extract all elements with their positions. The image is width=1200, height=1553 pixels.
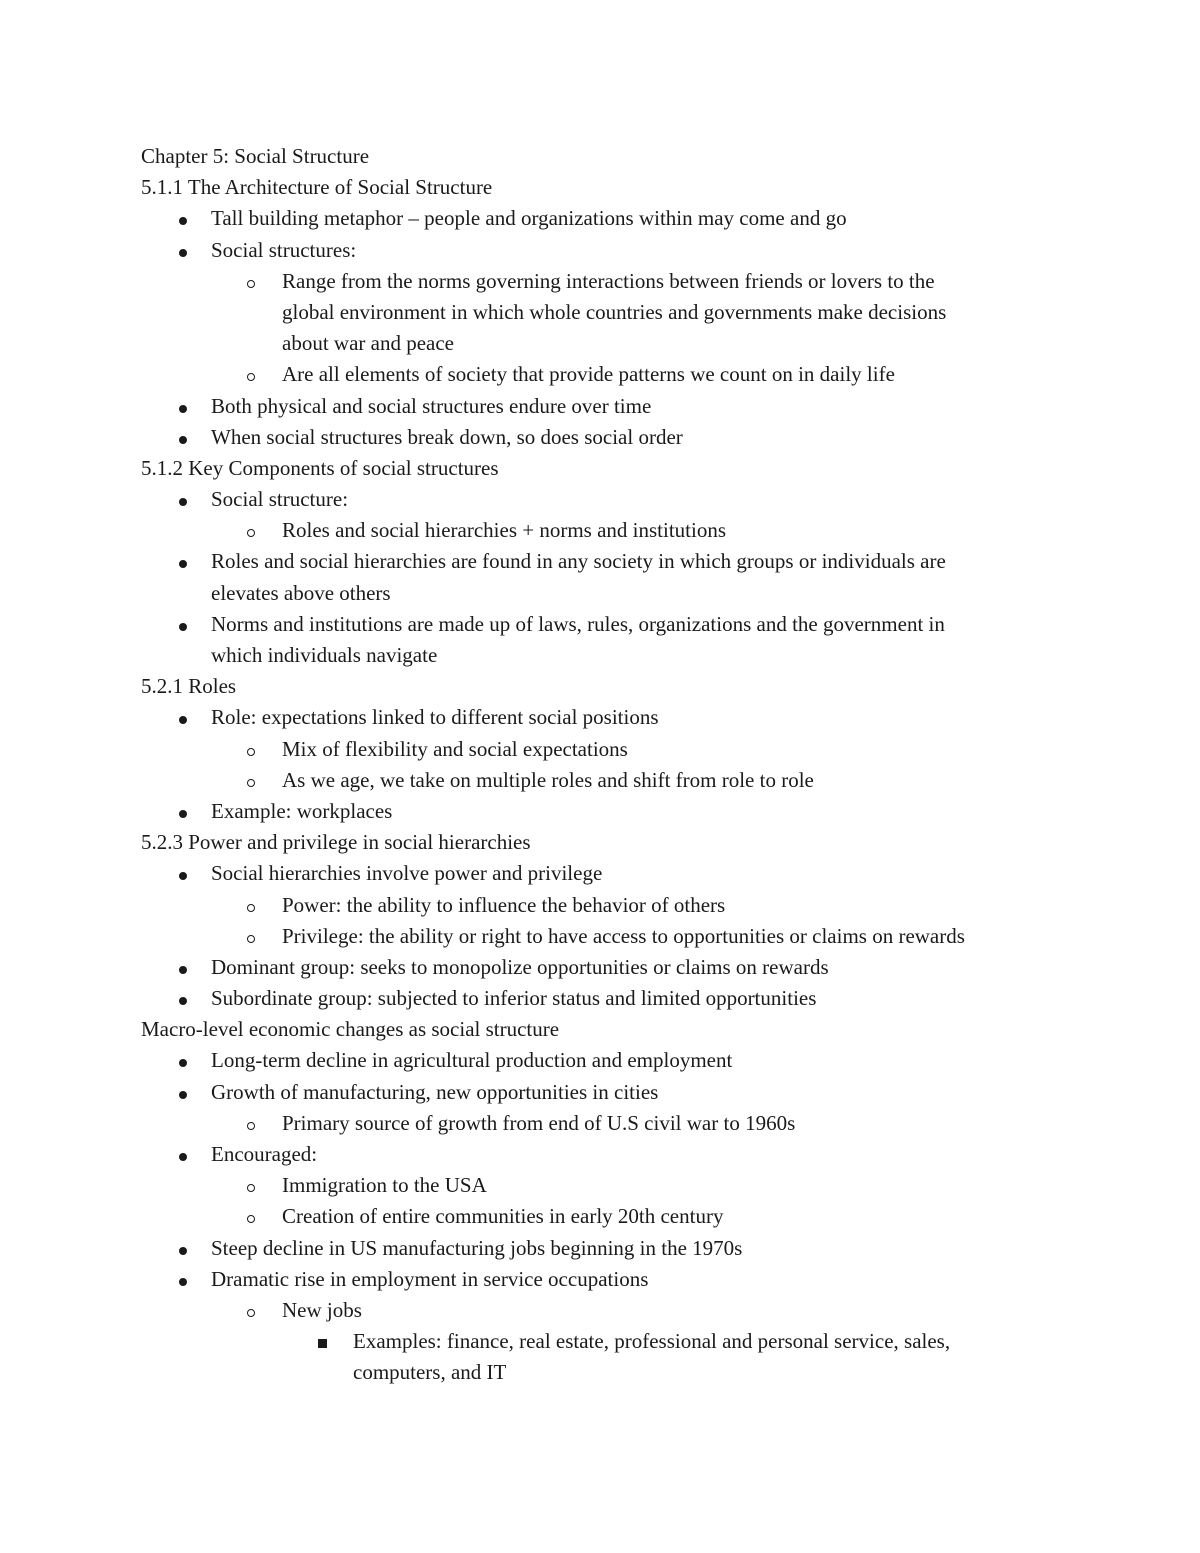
sub-bullet-item	[0, 765, 1200, 796]
line-text: Norms and institutions are made up of laws, rules, organizations and the government in	[211, 611, 945, 636]
line-text: Are all elements of society that provide patterns we count on in daily life	[282, 362, 895, 387]
line-text: Social structure:	[211, 487, 349, 512]
line-text: 5.1.2 Key Components of social structures	[141, 455, 499, 480]
bullet-item	[0, 952, 1200, 983]
bullet-item	[0, 391, 1200, 422]
bullet-item	[0, 546, 1200, 577]
sub-bullet-item	[0, 266, 1200, 297]
line-text: Range from the norms governing interactions between friends or lovers to the	[282, 268, 935, 293]
line-text: 5.2.1 Roles	[141, 674, 237, 699]
line-text: When social structures break down, so does social order	[211, 424, 683, 449]
hollow-circle-icon	[247, 1201, 255, 1232]
sub-bullet-item	[0, 359, 1200, 390]
line-text: Macro-level economic changes as social structure	[141, 1017, 560, 1042]
sub-bullet-item	[0, 515, 1200, 546]
line-text: Dominant group: seeks to monopolize opportunities or claims on rewards	[211, 954, 829, 979]
line-text: about war and peace	[282, 331, 454, 356]
line-text: Mix of flexibility and social expectations	[282, 736, 628, 761]
bullet-icon	[179, 1264, 187, 1295]
wrapped-line	[0, 297, 1200, 328]
bullet-icon	[179, 203, 187, 234]
hollow-circle-icon	[247, 1295, 255, 1326]
section-heading	[0, 172, 1200, 203]
line-text: Power: the ability to influence the behavior of others	[282, 892, 726, 917]
bullet-item	[0, 203, 1200, 234]
bullet-item	[0, 796, 1200, 827]
wrapped-line	[0, 640, 1200, 671]
hollow-circle-icon	[247, 266, 255, 297]
document-body	[0, 141, 1200, 1389]
bullet-icon	[179, 858, 187, 889]
line-text: which individuals navigate	[211, 643, 438, 667]
bullet-icon	[179, 546, 187, 577]
bullet-icon	[179, 1233, 187, 1264]
bullet-item	[0, 484, 1200, 515]
wrapped-line	[0, 1357, 1200, 1388]
bullet-icon	[179, 422, 187, 453]
sub-bullet-item	[0, 1170, 1200, 1201]
square-bullet-icon	[318, 1326, 327, 1357]
line-text: elevates above others	[211, 580, 391, 605]
bullet-item	[0, 1045, 1200, 1076]
line-text: New jobs	[282, 1297, 362, 1322]
line-text: Creation of entire communities in early 20th century	[282, 1204, 724, 1229]
line-text: As we age, we take on multiple roles and shift from role to role	[282, 767, 814, 792]
line-text: Roles and social hierarchies + norms and institutions	[282, 518, 727, 543]
sub-bullet-item	[0, 890, 1200, 921]
line-text: computers, and IT	[353, 1360, 507, 1385]
line-text: Role: expectations linked to different social positions	[211, 705, 659, 730]
hollow-circle-icon	[247, 734, 255, 765]
bullet-item	[0, 858, 1200, 889]
sub-bullet-item	[0, 1295, 1200, 1326]
section-heading	[0, 453, 1200, 484]
document-title	[0, 141, 1200, 172]
bullet-icon	[179, 702, 187, 733]
sub-bullet-item	[0, 734, 1200, 765]
hollow-circle-icon	[247, 765, 255, 796]
line-text: Both physical and social structures endure over time	[211, 393, 652, 418]
bullet-icon	[179, 983, 187, 1014]
section-heading	[0, 1014, 1200, 1045]
bullet-icon	[179, 609, 187, 640]
line-text: 5.2.3 Power and privilege in social hierarchies	[141, 830, 531, 855]
hollow-circle-icon	[247, 1170, 255, 1201]
hollow-circle-icon	[247, 1108, 255, 1139]
hollow-circle-icon	[247, 890, 255, 921]
bullet-item	[0, 235, 1200, 266]
hollow-circle-icon	[247, 921, 255, 952]
bullet-item	[0, 609, 1200, 640]
bullet-icon	[179, 796, 187, 827]
bullet-item	[0, 1139, 1200, 1170]
bullet-item	[0, 983, 1200, 1014]
document-title-text: Chapter 5: Social Structure	[141, 144, 370, 168]
bullet-item	[0, 422, 1200, 453]
sub-bullet-item	[0, 1201, 1200, 1232]
line-text: Steep decline in US manufacturing jobs beginning in the 1970s	[211, 1235, 743, 1260]
bullet-item	[0, 1264, 1200, 1295]
sub-bullet-item	[0, 921, 1200, 952]
bullet-icon	[179, 1139, 187, 1170]
bullet-item	[0, 702, 1200, 733]
bullet-item	[0, 1077, 1200, 1108]
bullet-icon	[179, 391, 187, 422]
line-text: Social structures:	[211, 237, 357, 262]
hollow-circle-icon	[247, 359, 255, 390]
sub-sub-bullet-item	[0, 1326, 1200, 1357]
section-heading	[0, 827, 1200, 858]
wrapped-line	[0, 578, 1200, 609]
line-text: Examples: finance, real estate, professional and personal service, sales,	[353, 1329, 951, 1354]
line-text: Roles and social hierarchies are found in any society in which groups or individuals are	[211, 549, 946, 574]
bullet-icon	[179, 1077, 187, 1108]
line-text: Encouraged:	[211, 1142, 318, 1166]
line-text: Long-term decline in agricultural production and employment	[211, 1048, 733, 1073]
line-text: Example: workplaces	[211, 798, 393, 823]
line-text: Privilege: the ability or right to have access to opportunities or claims on rewards	[282, 923, 965, 948]
line-text: Immigration to the USA	[282, 1173, 487, 1198]
line-text: Subordinate group: subjected to inferior status and limited opportunities	[211, 986, 817, 1011]
line-text: Primary source of growth from end of U.S civil war to 1960s	[282, 1110, 796, 1135]
line-text: 5.1.1 The Architecture of Social Structure	[141, 175, 493, 200]
outline-list	[0, 172, 1200, 1388]
line-text: Dramatic rise in employment in service occupations	[211, 1266, 649, 1291]
bullet-icon	[179, 235, 187, 266]
bullet-icon	[179, 952, 187, 983]
bullet-item	[0, 1233, 1200, 1264]
line-text: global environment in which whole countries and governments make decisions	[282, 299, 947, 324]
wrapped-line	[0, 328, 1200, 359]
bullet-icon	[179, 1045, 187, 1076]
bullet-icon	[179, 484, 187, 515]
line-text: Tall building metaphor – people and organizations within may come and go	[211, 206, 847, 231]
hollow-circle-icon	[247, 515, 255, 546]
line-text: Social hierarchies involve power and privilege	[211, 861, 603, 886]
sub-bullet-item	[0, 1108, 1200, 1139]
section-heading	[0, 671, 1200, 702]
line-text: Growth of manufacturing, new opportunities in cities	[211, 1079, 659, 1104]
